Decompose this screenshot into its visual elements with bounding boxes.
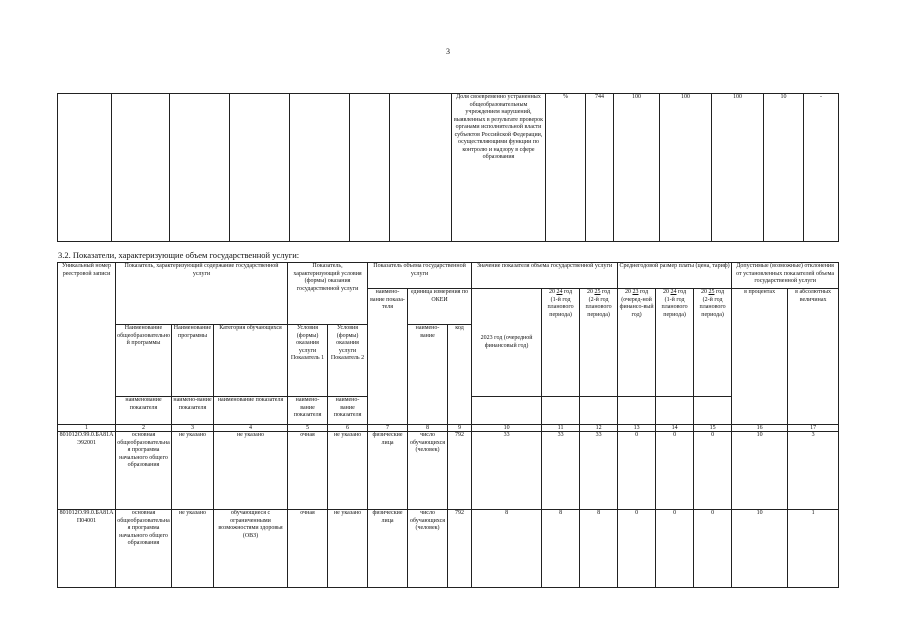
okei-code: 744 (586, 94, 614, 242)
value-2: 100 (660, 94, 712, 242)
header-fee-2023: 20 23 год (очеред-ной финансо-вый год) (618, 289, 656, 397)
deviation-percent: 10 (764, 94, 804, 242)
header-in-percent: в процентах (732, 289, 788, 425)
header-unit-name: наимено-вание (408, 325, 448, 425)
indicator-name: Доля своевременно устраненных общеобразовательным учреждением нарушений, выявленных в результате проверок органами исполнительной власти субъектов Российской Федерации, осуществляющими функции по контролю и надзору в сфере образования (452, 94, 546, 242)
header-name-ind-1: наименование показателя (116, 397, 172, 425)
header-content: Показатель, характеризующий содержание государственной услуги (116, 263, 288, 325)
page-number: 3 (446, 47, 450, 56)
header-fee-2025: 20 25 год (2-й год планового периода) (694, 289, 732, 397)
volume-table (57, 262, 839, 588)
header-2024: 20 24 год (1-й год планового периода) (542, 289, 580, 397)
header-sub2: Наименование программы (172, 325, 214, 397)
header-unit-okei: единица измерения по ОКЕИ (408, 289, 472, 325)
header-name-ind-4: наимено-вание показателя (288, 397, 328, 425)
header-sub5: Условия (формы) оказания услуги Показатель 2 (328, 325, 368, 397)
deviation-abs: - (804, 94, 839, 242)
header-sub3: Категория обучающихся (214, 325, 288, 397)
value-3: 100 (712, 94, 764, 242)
header-conditions: Показатель, характеризующий условия (формы) оказания государственной услуги (288, 263, 368, 325)
header-name-ind-5: наимено-вание показателя (328, 397, 368, 425)
table-row: 801012О.99.0.БА81АП04001 основная общеобразовательная программа начального общего образования не указано обучающиеся с ограниченными возможностями здоровья (ОВЗ) очная не указано физические лица число обучающихся (человек) 792 8 8 8 0 0 0 10 1 (58, 510, 839, 588)
header-indicator-name: наимено-вание показа-теля (368, 289, 408, 425)
header-sub4: Условия (формы) оказания услуги Показатель 1 (288, 325, 328, 397)
header-fee-2024: 20 24 год (1-й год планового периода) (656, 289, 694, 397)
header-2025: 20 25 год (2-й год планового периода) (580, 289, 618, 397)
unit: % (546, 94, 586, 242)
header-volume-value: Значение показателя объема государственной услуги (472, 263, 618, 289)
header-sub1: Наименование общеобразовательной программы (116, 325, 172, 397)
header-avg-fee: Среднегодовой размер платы (цена, тариф) (618, 263, 732, 289)
header-volume: Показатель объема государственной услуги (368, 263, 472, 289)
header-name-ind-2: наимено-вание показателя (172, 397, 214, 425)
header-code: код (448, 325, 472, 425)
header-year-2023: 2023 год (очередной финансовый год) (472, 289, 542, 397)
column-numbers: 1 2 3 4 5 6 7 8 9 10 11 12 13 14 15 16 17 (58, 425, 839, 432)
table-row: 801012О.99.0.БА81АЭ92001 основная общеобразовательная программа начального общего образования не указано не указано очная не указано физические лица число обучающихся (человек) 792 33 33 33 0 0 0 10 3 (58, 432, 839, 510)
header-allowed-deviation: Допустимые (возможные) отклонения от установленных показателей объема государственной услуги (732, 263, 839, 289)
header-registry: Уникальный номер реестровой записи (58, 263, 116, 425)
continuation-table (57, 93, 839, 242)
value-1: 100 (614, 94, 660, 242)
header-name-ind-3: наименование показателя (214, 397, 288, 425)
header-in-abs: в абсолютных величинах (788, 289, 839, 425)
section-title: 3.2. Показатели, характеризующие объем государственной услуги: (58, 250, 300, 260)
table-row (58, 94, 839, 242)
